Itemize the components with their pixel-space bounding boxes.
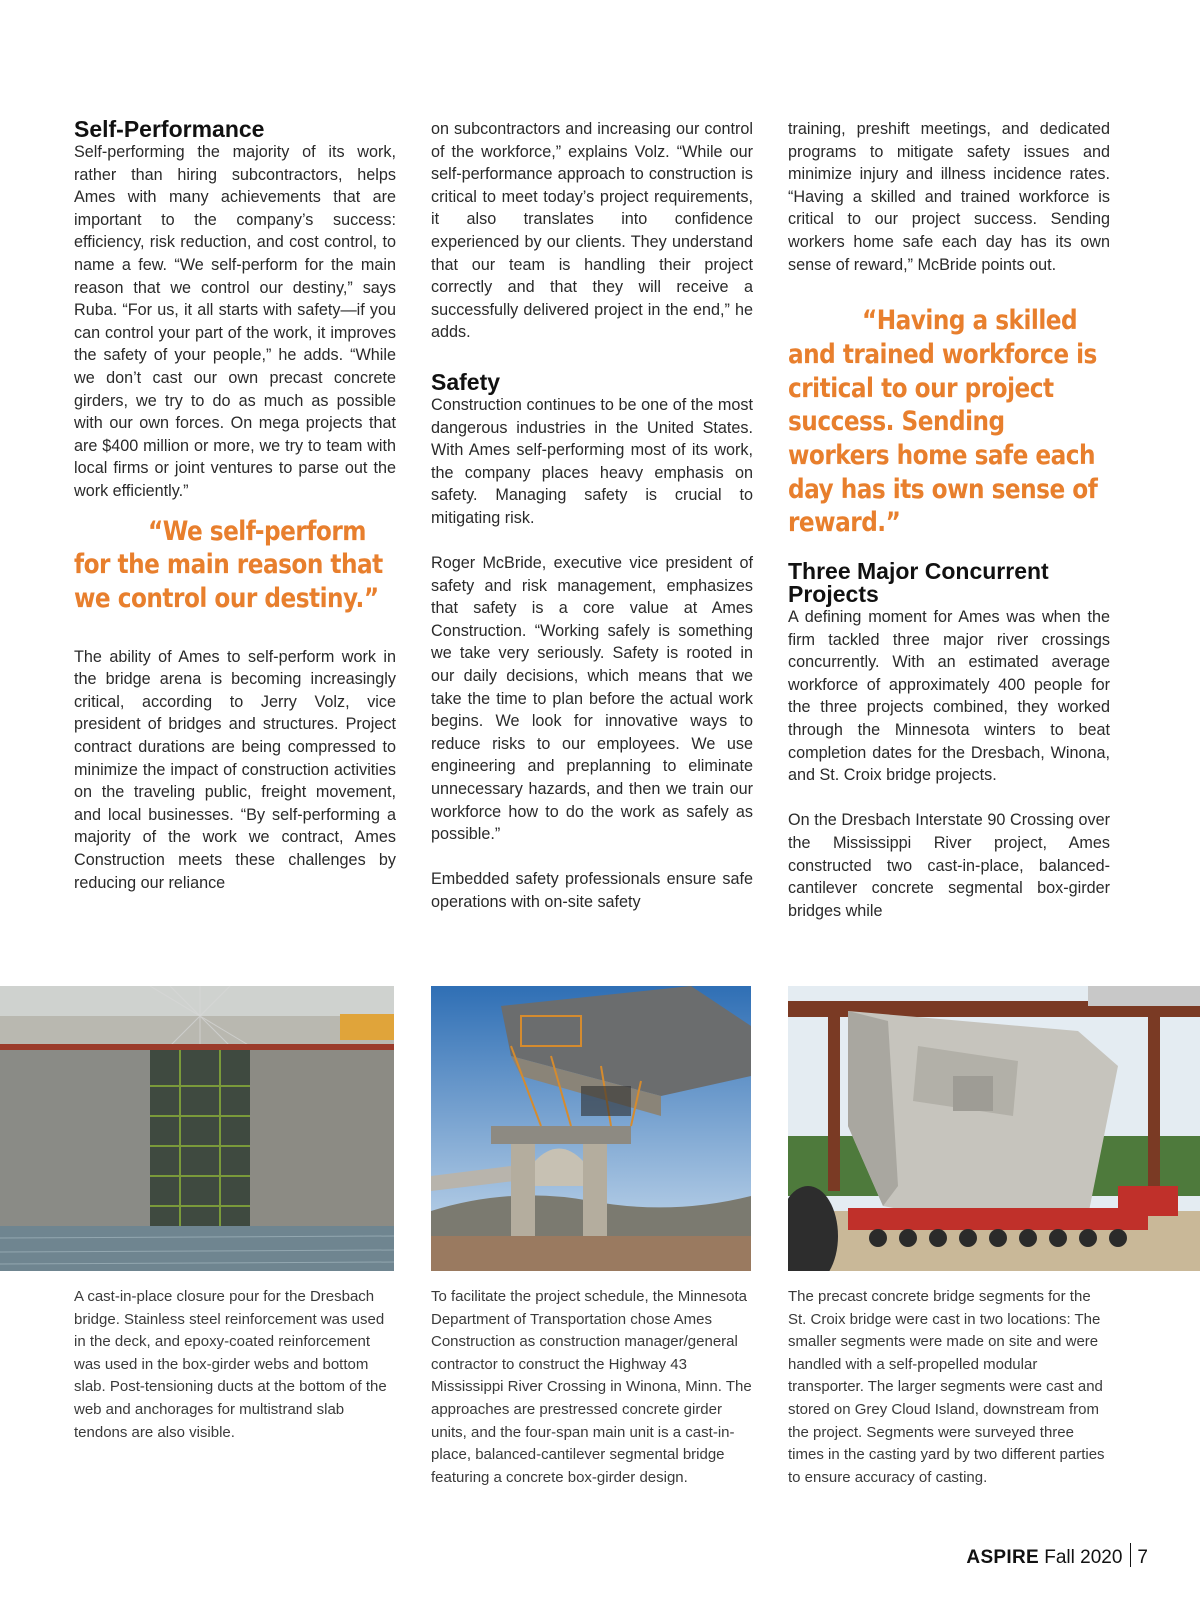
heading-self-performance: Self-Performance: [74, 116, 265, 142]
photo-st-croix-segment: [788, 986, 1200, 1271]
heading-three-major-projects: Three Major Concurrent Projects: [788, 558, 1049, 608]
caption-photo-1: A cast-in-place closure pour for the Dresbach bridge. Stainless steel reinforcement was used in the deck, and epoxy-coated reinforcement was used in the box-girder webs and bottom slab. Post-tensioning ducts at the bottom of the web and anchorages for multistrand slab tendons are also visible.: [74, 1288, 387, 1441]
pull-quote: [74, 515, 395, 616]
paragraph: Embedded safety professionals ensure safe operations with on-site safety: [431, 870, 753, 911]
photo-winona-pier: [431, 986, 751, 1271]
paragraph: On the Dresbach Interstate 90 Crossing over the Mississippi River project, Ames constructed two cast-in-place, balanced-cantilever concrete segmental box-girder bridges while: [788, 811, 1110, 920]
pull-quote-text: “Having a skilled and trained workforce is critical to our project success. Sending workers home safe each day has its own sense of reward.”: [788, 305, 1098, 539]
caption-photo-3: The precast concrete bridge segments for the St. Croix bridge were cast in two locations: The smaller segments were made on site and were handled with a self-propelled modular transporter. The larger segments were cast and stored on Grey Cloud Island, downstream from the project. Segments were surveyed three times in the casting yard by two different parties to ensure accuracy of casting.: [788, 1288, 1105, 1486]
photo-closure-pour: [0, 986, 394, 1271]
paragraph: The ability of Ames to self-perform work in the bridge arena is becoming increasingly critical, according to Jerry Volz, vice president of bridges and structures. Project contract durations are being compressed to minimize the impact of construction activities on the traveling public, freight movement, and local businesses. “By self-performing a majority of the work we contract, Ames Construction meets these challenges by reducing our reliance: [74, 647, 396, 892]
photo-st-croix-segment-graphic: [788, 986, 1200, 1271]
column-1: [74, 118, 396, 894]
footer-divider: [1130, 1543, 1131, 1567]
photo-winona-pier-graphic: [431, 986, 751, 1271]
column-2: [431, 118, 753, 914]
paragraph: A defining moment for Ames was when the firm tackled three major river crossings concurrently. With an estimated average workforce of approximately 400 people for the three projects combined, they worked through the Minnesota winters to beat completion dates for the Dresbach, Winona, and St. Croix bridge projects.: [788, 608, 1110, 785]
magazine-brand: ASPIRE: [966, 1547, 1039, 1568]
column-3: [788, 118, 1110, 922]
paragraph: Roger McBride, executive vice president of safety and risk management, emphasizes that safety is a core value at Ames Construction. “Working safely is something we take very seriously. Safety is rooted in our daily decisions, which means that we take the time to plan before the actual work begins. We look for innovative ways to reduce risks to our employees. We use engineering and preplanning to eliminate unnecessary hazards, and then we train our workforce how to do the work as safely as possible.”: [431, 554, 753, 844]
paragraph: on subcontractors and increasing our control of the workforce,” explains Volz. “While our self-performance approach to construction is critical to meet today’s project requirements, it also translates into confidence experienced by our clients. They understand that our team is handling their project correctly and that they will receive a successfully delivered project in the end,” he adds.: [431, 120, 753, 342]
pull-quote: [788, 304, 1109, 540]
heading-safety: Safety: [431, 368, 501, 395]
pull-quote-text: “We self-perform for the main reason that we control our destiny.”: [74, 515, 383, 614]
photo-closure-pour-graphic: [0, 986, 394, 1271]
page-number: 7: [1137, 1547, 1148, 1568]
page-footer: [966, 1543, 1148, 1569]
caption-photo-2: To facilitate the project schedule, the Minnesota Department of Transportation chose Ames Construction as construction manager/general contractor to construct the Highway 43 Mississippi River Crossing in Winona, Minn. The approaches are prestressed concrete girder units, and the four-span main unit is a cast-in-place, balanced-cantilever segmental bridge featuring a concrete box-girder design.: [431, 1288, 752, 1486]
paragraph: training, preshift meetings, and dedicated programs to mitigate safety issues and minimize injury and illness incidence rates. “Having a skilled and trained workforce is critical to our project success. Sending workers home safe each day has its own sense of reward,” McBride points out.: [788, 120, 1110, 274]
issue-label: Fall 2020: [1044, 1547, 1123, 1568]
paragraph: Construction continues to be one of the most dangerous industries in the United States. With Ames self-performing most of its work, the company places heavy emphasis on safety. Managing safety is crucial to mitigating risk.: [431, 395, 753, 527]
paragraph: Self-performing the majority of its work, rather than hiring subcontractors, helps Ames with many achievements that are important to the company’s success: efficiency, risk reduction, and cost control, to name a few. “We self-perform for the main reason that we control our destiny,” says Ruba. “For us, it all starts with safety—if you can control your part of the work, it improves the safety of your people,” he adds. “While we don’t cast our own precast concrete girders, we try to do as much as possible with our own forces. On mega projects that are $400 million or more, we try to team with local firms or joint ventures to parse out the work efficiently.”: [74, 143, 396, 500]
